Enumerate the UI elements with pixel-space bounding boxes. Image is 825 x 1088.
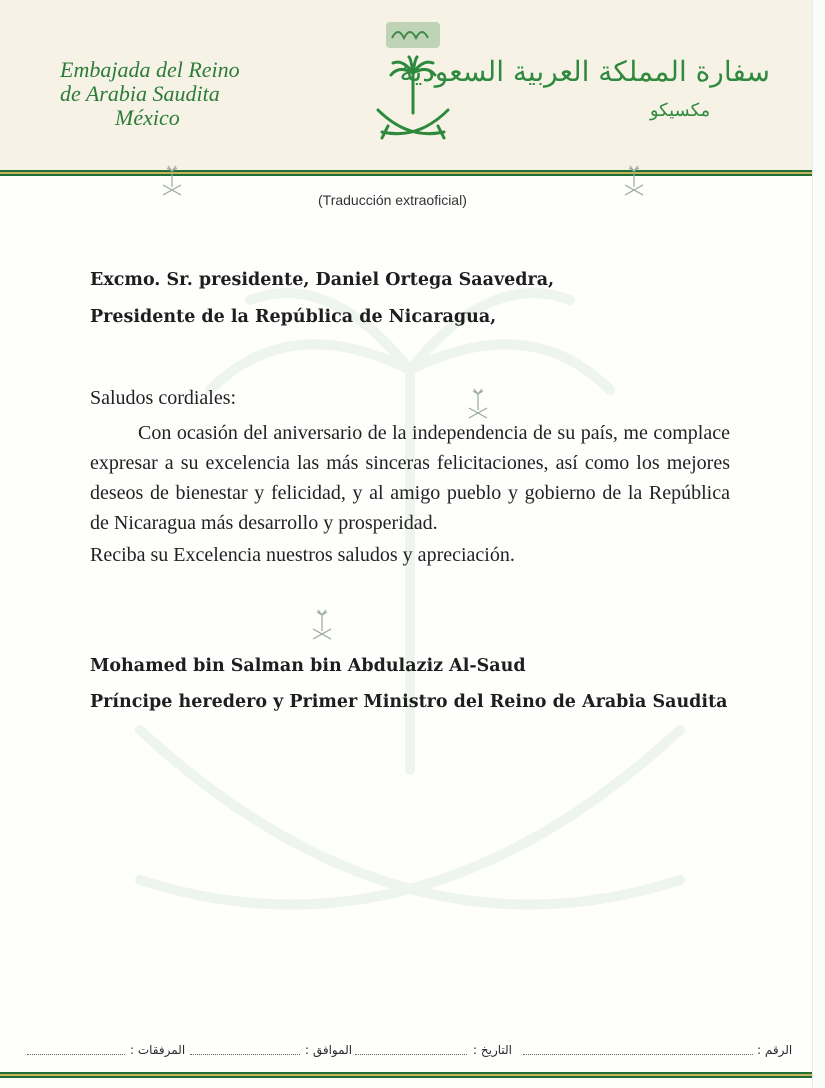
embassy-name-spanish (60, 58, 260, 130)
date-field (355, 1043, 467, 1055)
attachments-label: المرفقات : (130, 1043, 186, 1057)
embassy-name-line-2: de Arabia Saudita (60, 81, 220, 106)
embassy-name-line-1: Embajada del Reino (60, 57, 240, 82)
small-emblem-icon (622, 165, 646, 197)
reference-footer (25, 1040, 800, 1064)
translation-note: (Traducción extraoficial) (318, 192, 467, 208)
embassy-name-arabic (399, 55, 770, 123)
number-label: الرقم : (757, 1043, 793, 1057)
footer-divider (0, 1072, 812, 1078)
number-field (523, 1043, 753, 1055)
small-emblem-icon (310, 608, 334, 642)
embassy-name-arabic-line: سفارة المملكة العربية السعودية (399, 55, 770, 88)
closing-line: Reciba su Excelencia nuestros saludos y apreciación. (90, 544, 515, 566)
signatory-title: Príncipe heredero y Primer Ministro del Reino de Arabia Saudita (90, 692, 728, 712)
embassy-city-arabic: مكسيكو (649, 100, 711, 121)
body-paragraph: Con ocasión del aniversario de la independencia de su país, me complace expresar a su excelencia las más sinceras felicitaciones, así como los mejores deseos de bienestar y felicidad, y al amigo pueblo y gobierno de la República de Nicaragua más desarrollo y prosperidad. (90, 422, 730, 534)
recipient-line-2: Presidente de la República de Nicaragua, (90, 307, 497, 327)
salutation: Saludos cordiales: (90, 387, 237, 409)
signatory-name: Mohamed bin Salman bin Abdulaziz Al-Saud (90, 656, 526, 676)
attachments-field (27, 1043, 125, 1055)
recipient-line-1: Excmo. Sr. presidente, Daniel Ortega Saavedra, (90, 270, 555, 290)
corresponding-label: الموافق : (305, 1043, 353, 1057)
letterhead (0, 0, 812, 170)
watermark-emblem-icon (100, 250, 720, 930)
header-divider (0, 170, 812, 176)
embassy-city: México (115, 105, 180, 130)
small-emblem-icon (160, 165, 184, 197)
corresponding-field (190, 1043, 300, 1055)
date-label: التاريخ : (473, 1043, 513, 1057)
